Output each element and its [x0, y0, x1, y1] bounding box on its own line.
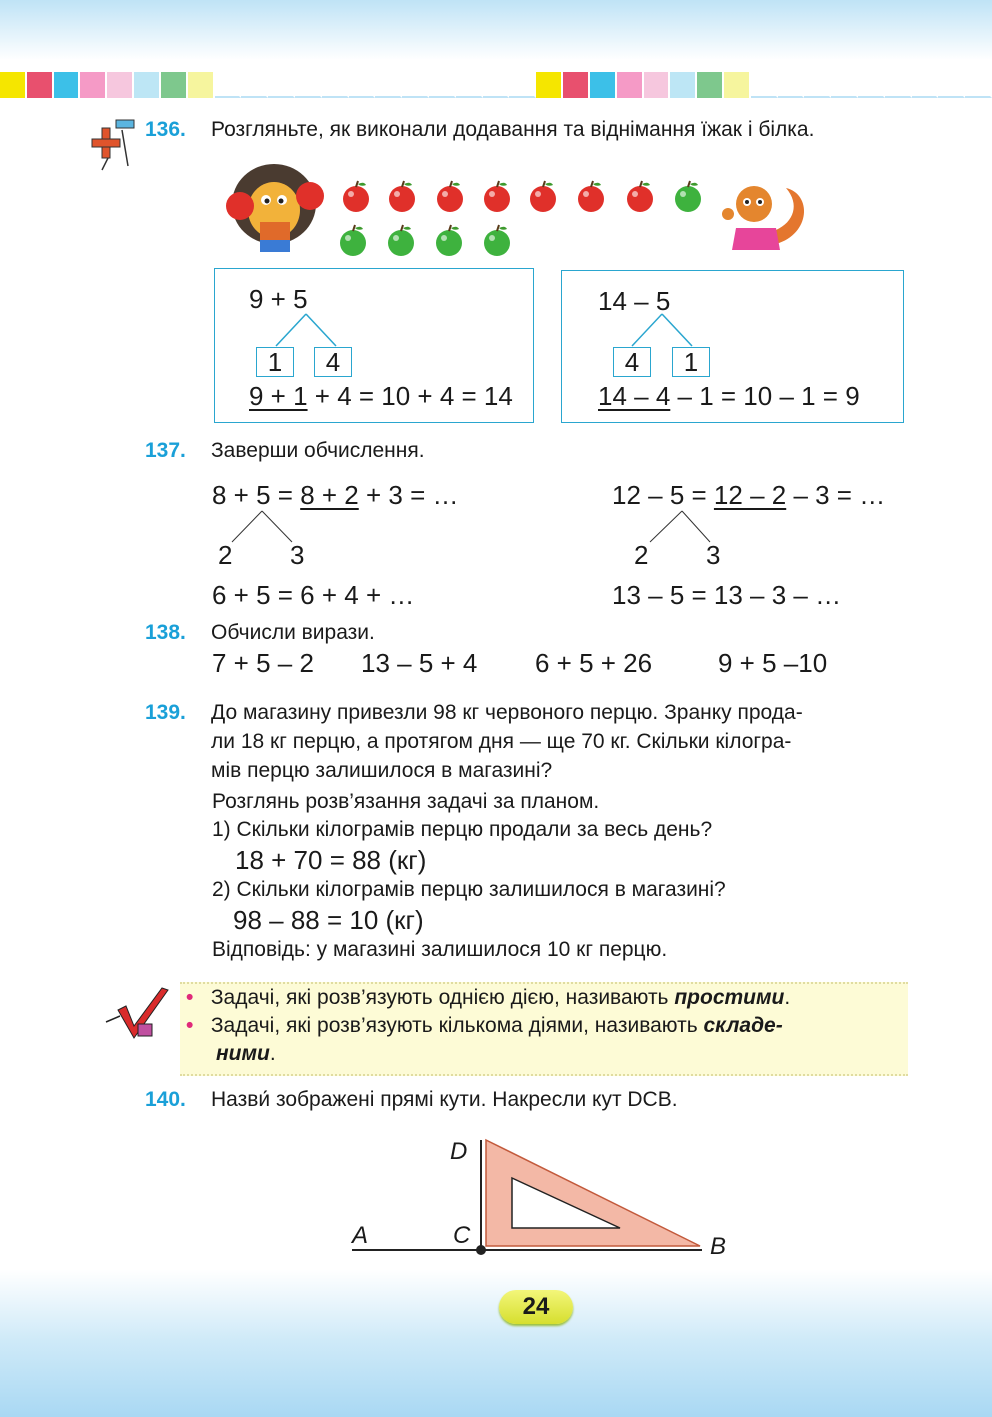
eq-part: + 3 = …	[358, 480, 459, 510]
apple-icon	[481, 223, 513, 257]
strip-cell	[912, 72, 939, 98]
color-strip	[0, 72, 992, 98]
apple-icon	[386, 179, 418, 213]
strip-cell	[885, 72, 912, 98]
strip-cell	[80, 72, 107, 98]
apple-icon	[433, 223, 465, 257]
strip-cell	[161, 72, 188, 98]
rule-text: .	[269, 1042, 276, 1065]
strip-cell	[804, 72, 831, 98]
strip-cell	[751, 72, 778, 98]
addition-split-lines	[268, 312, 348, 348]
rule-text: .	[784, 986, 791, 1009]
apple-icon	[337, 223, 369, 257]
left-split-lines	[228, 510, 298, 544]
solution-rest: – 1 = 10 – 1 = 9	[670, 381, 860, 411]
strip-cell	[590, 72, 617, 98]
label-c: C	[453, 1222, 471, 1249]
apple-icon	[672, 179, 704, 213]
apple-icon	[340, 179, 372, 213]
apple-icon	[385, 223, 417, 257]
problem-line: ли 18 кг перцю, а протягом дня — ще 70 кг. Скільки кілогра-	[211, 730, 792, 753]
exercise-number: 140.	[145, 1088, 186, 1111]
split-box-1: 1	[256, 347, 294, 377]
strip-cell	[349, 72, 376, 98]
problem-line: мів перцю залишилося в магазині?	[211, 759, 553, 782]
strip-cell	[724, 72, 751, 98]
rule-term: складе-	[703, 1014, 783, 1037]
strip-cell	[778, 72, 805, 98]
strip-cell	[268, 72, 295, 98]
split-value: 3	[290, 540, 305, 570]
question-1: 1) Скільки кілограмів перцю продали за весь день?	[212, 818, 713, 841]
strip-cell	[107, 72, 134, 98]
addition-solution	[249, 381, 513, 412]
equation-left-1	[212, 480, 458, 511]
rule-text: Задачі, які розв’язують кількома діями, називають	[210, 1014, 704, 1037]
strip-cell	[134, 72, 161, 98]
strip-cell	[27, 72, 54, 98]
rule-text: Задачі, які розв’язують однією дією, називають	[210, 986, 675, 1009]
exercise-number: 136.	[145, 118, 186, 141]
rule-line-1	[186, 986, 790, 1010]
rule-term: ними	[216, 1042, 270, 1065]
strip-cell	[617, 72, 644, 98]
hedgehog-illustration	[226, 160, 326, 260]
strip-cell	[938, 72, 965, 98]
set-square-drawing	[340, 1130, 740, 1260]
page-number: 24	[499, 1290, 573, 1324]
split-box-2: 1	[672, 347, 710, 377]
subtraction-split-lines	[626, 312, 706, 348]
subtraction-solution	[598, 381, 860, 412]
apple-icon	[434, 179, 466, 213]
strip-cell	[563, 72, 590, 98]
equation-left-2: 6 + 5 = 6 + 4 + …	[212, 580, 415, 610]
strip-cell	[858, 72, 885, 98]
split-box-2: 4	[314, 347, 352, 377]
answer-text: Відповідь: у магазині залишилося 10 кг перцю.	[212, 938, 668, 961]
split-value: 2	[634, 540, 649, 570]
math-signs-mascot-icon	[88, 116, 140, 172]
eq-part: 8 + 5 =	[212, 480, 301, 510]
rule-line-3	[216, 1042, 276, 1066]
strip-cell	[644, 72, 671, 98]
strip-cell	[0, 72, 27, 98]
strip-cell	[54, 72, 81, 98]
split-value: 3	[706, 540, 721, 570]
bullet: •	[186, 986, 194, 1009]
eq-part: – 3 = …	[786, 480, 886, 510]
rule-line-2	[186, 1014, 783, 1038]
squirrel-illustration	[716, 174, 812, 258]
exercise-text: Назви́ зображені прямі кути. Накресли кут DCB.	[211, 1088, 678, 1111]
strip-cell	[965, 72, 992, 98]
problem-line: До магазину привезли 98 кг червоного перцю. Зранку прода-	[211, 701, 803, 724]
apple-icon	[624, 179, 656, 213]
label-a: A	[352, 1222, 369, 1249]
plan-text: Розглянь розв’язання задачі за планом.	[212, 790, 600, 813]
expression: 6 + 5 + 26	[535, 648, 653, 678]
equation-right-1	[612, 480, 885, 511]
strip-cell	[241, 72, 268, 98]
checkmark-mascot-icon	[104, 986, 174, 1046]
addition-expression: 9 + 5	[249, 284, 308, 314]
eq-part: 12 – 5 =	[612, 480, 714, 510]
strip-cell	[375, 72, 402, 98]
expression: 7 + 5 – 2	[212, 648, 314, 678]
strip-cell	[429, 72, 456, 98]
exercise-number: 138.	[145, 621, 186, 644]
question-2: 2) Скільки кілограмів перцю залишилося в магазині?	[212, 878, 726, 901]
strip-cell	[483, 72, 510, 98]
underlined-part: 12 – 2	[713, 480, 787, 510]
exercise-text: Обчисли вирази.	[211, 621, 375, 644]
solution-rest: + 4 = 10 + 4 = 14	[307, 381, 513, 411]
strip-cell	[509, 72, 536, 98]
underlined-part: 14 – 4	[598, 381, 671, 411]
underlined-part: 9 + 1	[249, 381, 308, 411]
strip-cell	[215, 72, 242, 98]
strip-cell	[456, 72, 483, 98]
solution-1: 18 + 70 = 88 (кг)	[235, 845, 427, 875]
exercise-number: 139.	[145, 701, 186, 724]
strip-cell	[322, 72, 349, 98]
split-value: 2	[218, 540, 233, 570]
exercise-text: Заверши обчислення.	[211, 439, 425, 462]
apple-icon	[575, 179, 607, 213]
label-b: B	[710, 1233, 727, 1260]
subtraction-expression: 14 – 5	[598, 286, 671, 316]
strip-cell	[697, 72, 724, 98]
strip-cell	[295, 72, 322, 98]
strip-cell	[402, 72, 429, 98]
label-d: D	[450, 1138, 468, 1165]
equation-right-2: 13 – 5 = 13 – 3 – …	[612, 580, 842, 610]
exercise-text: Розгляньте, як виконали додавання та віднімання їжак і білка.	[211, 118, 815, 141]
strip-cell	[188, 72, 215, 98]
strip-cell	[670, 72, 697, 98]
exercise-number: 137.	[145, 439, 186, 462]
apple-icon	[481, 179, 513, 213]
solution-2: 98 – 88 = 10 (кг)	[233, 905, 424, 935]
expression: 9 + 5 –10	[718, 648, 828, 678]
expression: 13 – 5 + 4	[361, 648, 478, 678]
right-split-lines	[644, 510, 714, 544]
strip-cell	[536, 72, 563, 98]
apple-icon	[527, 179, 559, 213]
bullet: •	[186, 1014, 194, 1037]
split-box-1: 4	[613, 347, 651, 377]
underlined-part: 8 + 2	[300, 480, 359, 510]
rule-term: простими	[674, 986, 785, 1009]
strip-cell	[831, 72, 858, 98]
